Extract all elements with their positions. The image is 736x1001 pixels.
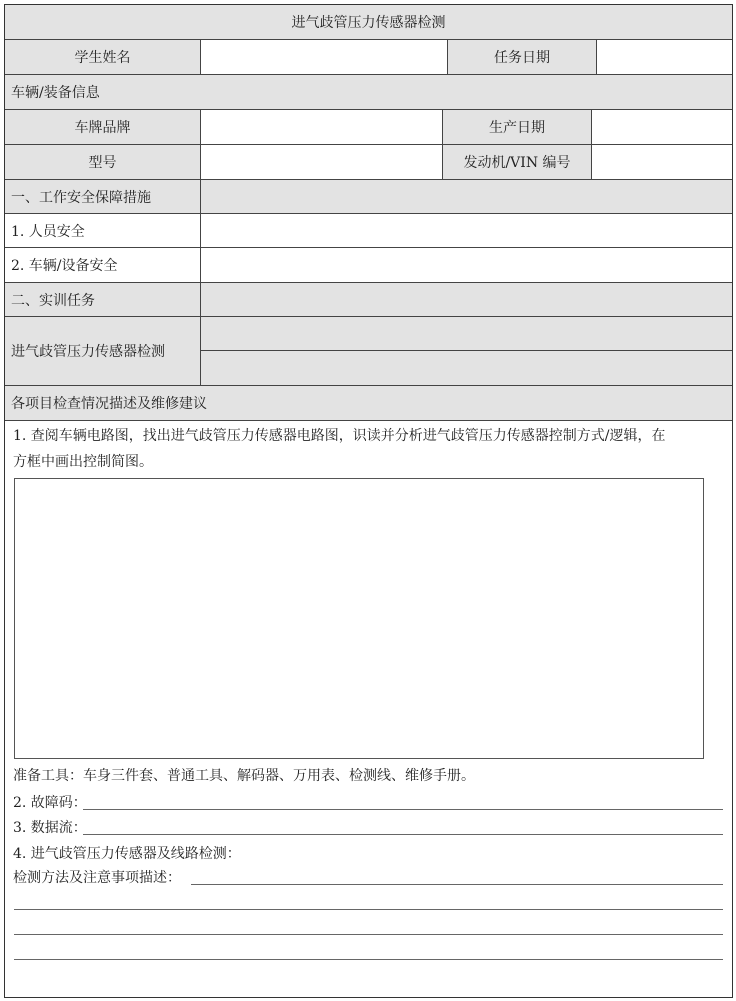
engine-vin-field[interactable] <box>592 145 732 179</box>
task-header-blank <box>201 283 732 316</box>
student-name-label: 学生姓名 <box>5 40 201 74</box>
safety-section-header <box>5 180 732 214</box>
data-stream-line[interactable] <box>83 834 723 835</box>
task-subfield-1[interactable] <box>201 317 732 351</box>
safety-section-title: 一、工作安全保障措施 <box>5 180 201 213</box>
method-label: 检测方法及注意事项描述： <box>13 870 181 886</box>
worksheet <box>4 4 733 998</box>
control-diagram-box[interactable] <box>14 478 704 759</box>
vehicle-section-header <box>5 75 732 110</box>
task-label: 进气歧管压力传感器检测 <box>5 317 201 385</box>
title-row <box>5 5 732 40</box>
task-subfield-2[interactable] <box>201 351 732 385</box>
tools-line: 准备工具：车身三件套、普通工具、解码器、万用表、检测线、维修手册。 <box>13 768 475 784</box>
brand-label: 车牌品牌 <box>5 110 201 144</box>
personnel-safety-row <box>5 214 732 248</box>
personnel-safety-label: 1. 人员安全 <box>5 214 201 247</box>
method-line-2[interactable] <box>14 909 723 910</box>
vehicle-safety-label: 2. 车辆/设备安全 <box>5 248 201 282</box>
vehicle-safety-row <box>5 248 732 283</box>
vehicle-section-title: 车辆/装备信息 <box>11 85 100 101</box>
engine-vin-label: 发动机/VIN 编号 <box>443 145 592 179</box>
fault-code-label: 2. 故障码： <box>13 795 87 811</box>
method-line-4[interactable] <box>14 959 723 960</box>
data-stream-label: 3. 数据流： <box>13 820 87 836</box>
production-date-label: 生产日期 <box>443 110 592 144</box>
item1-line2: 方框中画出控制简图。 <box>13 454 153 470</box>
model-row <box>5 145 732 180</box>
task-row <box>5 317 732 386</box>
method-line-1[interactable] <box>191 884 723 885</box>
method-line-3[interactable] <box>14 934 723 935</box>
student-name-field[interactable] <box>201 40 448 74</box>
item1-line1: 1. 查阅车辆电路图，找出进气歧管压力传感器电路图，识读并分析进气歧管压力传感器控制方式/逻辑，在 <box>13 428 666 444</box>
vehicle-safety-field[interactable] <box>201 248 732 282</box>
brand-field[interactable] <box>201 110 443 144</box>
task-section-header <box>5 283 732 317</box>
production-date-field[interactable] <box>592 110 732 144</box>
task-date-field[interactable] <box>597 40 732 74</box>
brand-row <box>5 110 732 145</box>
personnel-safety-field[interactable] <box>201 214 732 247</box>
model-label: 型号 <box>5 145 201 179</box>
inspection-section-header <box>5 386 732 421</box>
student-row <box>5 40 732 75</box>
model-field[interactable] <box>201 145 443 179</box>
task-section-title: 二、实训任务 <box>5 283 201 316</box>
fault-code-line[interactable] <box>83 809 723 810</box>
inspection-section-title: 各项目检查情况描述及维修建议 <box>11 396 207 412</box>
page-title: 进气歧管压力传感器检测 <box>291 15 446 31</box>
task-date-label: 任务日期 <box>448 40 597 74</box>
safety-header-blank <box>201 180 732 213</box>
sensor-check-label: 4. 进气歧管压力传感器及线路检测： <box>13 846 241 862</box>
